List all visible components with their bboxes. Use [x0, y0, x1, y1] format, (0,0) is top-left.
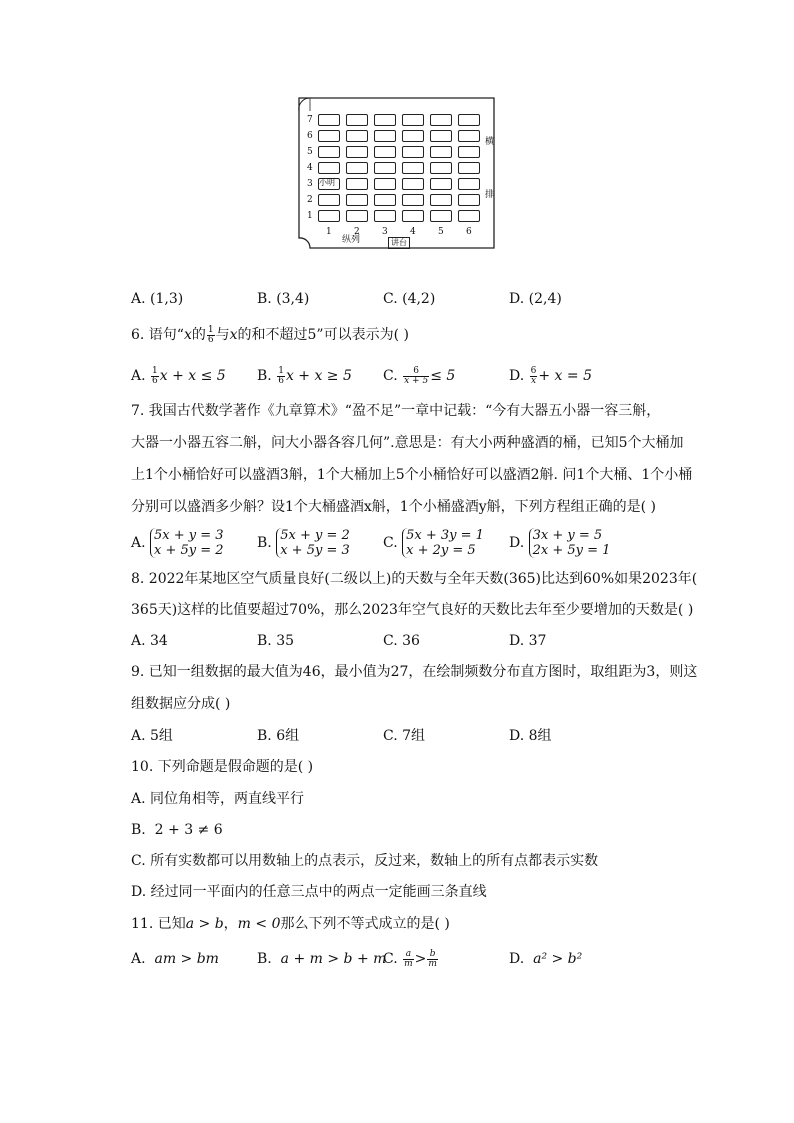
seat	[374, 114, 396, 126]
podium-label: 讲台	[388, 237, 410, 249]
q5-option-b[interactable]: B. (3,4)	[257, 291, 310, 307]
row-label: 3	[307, 179, 313, 189]
seat	[374, 146, 396, 158]
seat	[346, 178, 368, 190]
seat	[458, 130, 480, 142]
seat-xiaoming	[318, 178, 340, 190]
q7-stem-line-2: 大器一小器五容二斛，问大小器各容几何”.意思是：有大小两种盛酒的桶，已知5个大桶加	[131, 435, 684, 451]
q6-stem: 6. 语句“x的 $\frac{1}{6}$ 与x的和不超过5”可以表示为( )	[131, 324, 409, 345]
q11-option-b[interactable]: B. a + m > b + m	[257, 951, 387, 967]
row-label: 6	[307, 131, 313, 141]
seat	[346, 114, 368, 126]
q7-option-c[interactable]: C. 5x + 3y = 1 x + 2y = 5	[383, 528, 484, 558]
q9-option-d[interactable]: D. 8组	[509, 728, 552, 744]
seat	[458, 162, 480, 174]
seat	[458, 178, 480, 190]
q8-stem-line-2: 365天)这样的比值要超过70%，那么2023年空气良好的天数比去年至少要增加的天数是( )	[131, 602, 694, 618]
seat	[402, 210, 424, 222]
column-label: 6	[466, 227, 472, 237]
q10-stem: 10. 下列命题是假命题的是( )	[131, 759, 314, 775]
q5-option-c[interactable]: C. (4,2)	[383, 291, 436, 307]
q5-option-a[interactable]: A. (1,3)	[131, 291, 184, 307]
q6-option-b[interactable]: B. $\frac{1}{6}$ x + x ≥ 5	[257, 365, 352, 386]
q8-option-d[interactable]: D. 37	[509, 633, 547, 649]
seat	[374, 194, 396, 206]
right-label-pai: 排	[485, 190, 495, 200]
q10-option-b[interactable]: B. 2 + 3 ≠ 6	[131, 822, 223, 838]
seat	[318, 194, 340, 206]
column-axis-label: 纵列	[342, 235, 361, 245]
q8-stem-line-1: 8. 2022年某地区空气质量良好(二级以上)的天数与全年天数(365)比达到60%如果2023年(	[131, 571, 698, 587]
seat	[430, 114, 452, 126]
column-label: 2	[354, 227, 360, 237]
seat	[318, 162, 340, 174]
seat	[346, 210, 368, 222]
q11-option-a[interactable]: A. am > bm	[131, 951, 219, 967]
q9-option-a[interactable]: A. 5组	[131, 728, 173, 744]
q10-option-a[interactable]: A. 同位角相等，两直线平行	[131, 791, 305, 807]
seat	[430, 162, 452, 174]
seat	[458, 210, 480, 222]
seat	[430, 130, 452, 142]
q7-stem-line-4: 分别可以盛酒多少斛？设1个大桶盛酒x斛，1个小桶盛酒y斛，下列方程组正确的是( )	[131, 499, 656, 515]
row-label: 7	[307, 115, 313, 125]
row-label: 1	[307, 211, 313, 221]
seat	[430, 210, 452, 222]
q6-option-d[interactable]: D. $\frac{6}{x}$ + x = 5	[509, 365, 592, 386]
seat	[402, 162, 424, 174]
seat	[402, 178, 424, 190]
q7-option-b[interactable]: B. 5x + y = 2 x + 5y = 3	[257, 528, 350, 558]
seat	[318, 130, 340, 142]
q9-stem-line-2: 组数据应分成( )	[131, 696, 231, 712]
seat	[346, 194, 368, 206]
seat	[402, 146, 424, 158]
seat	[374, 210, 396, 222]
seat	[402, 194, 424, 206]
q7-stem-line-3: 上1个小桶恰好可以盛酒3斛，1个大桶加上5个小桶恰好可以盛酒2斛. 问1个大桶、1个小桶	[131, 467, 693, 483]
seat	[458, 146, 480, 158]
q8-option-a[interactable]: A. 34	[131, 633, 168, 649]
q6-option-a[interactable]: A. $\frac{1}{6}$ x + x ≤ 5	[131, 365, 226, 386]
seat	[346, 146, 368, 158]
q6-option-c[interactable]: C. $\frac{6}{x + 5}$ ≤ 5	[383, 365, 456, 386]
seat	[374, 130, 396, 142]
row-label: 2	[307, 195, 313, 205]
q11-stem: 11. 已知a > b，m < 0那么下列不等式成立的是( )	[131, 916, 450, 932]
seat	[402, 114, 424, 126]
seat	[458, 194, 480, 206]
q9-stem-line-1: 9. 已知一组数据的最大值为46，最小值为27，在绘制频数分布直方图时，取组距为3，则这	[131, 664, 698, 680]
q5-option-d[interactable]: D. (2,4)	[509, 291, 562, 307]
seat	[346, 130, 368, 142]
seat	[318, 210, 340, 222]
seat	[402, 130, 424, 142]
seat	[430, 146, 452, 158]
seat	[458, 114, 480, 126]
q10-option-d[interactable]: D. 经过同一平面内的任意三点中的两点一定能画三条直线	[131, 884, 487, 900]
column-label: 3	[382, 227, 388, 237]
q8-option-b[interactable]: B. 35	[257, 633, 295, 649]
row-label: 4	[307, 163, 313, 173]
seat	[430, 194, 452, 206]
seat	[318, 114, 340, 126]
xiaoming-label: 小明	[319, 178, 335, 187]
column-label: 1	[326, 227, 332, 237]
q9-option-c[interactable]: C. 7组	[383, 728, 426, 744]
seat	[346, 162, 368, 174]
q10-option-c[interactable]: C. 所有实数都可以用数轴上的点表示，反过来，数轴上的所有点都表示实数	[131, 853, 599, 869]
q9-option-b[interactable]: B. 6组	[257, 728, 300, 744]
seat	[318, 146, 340, 158]
q8-option-c[interactable]: C. 36	[383, 633, 420, 649]
q7-option-d[interactable]: D. 3x + y = 5 2x + 5y = 1	[509, 528, 611, 558]
q7-stem-line-1: 7. 我国古代数学著作《九章算术》“盈不足”一章中记载：“今有大器五小器一容三斛，	[131, 403, 661, 419]
seat	[430, 178, 452, 190]
column-label: 4	[410, 227, 416, 237]
right-label-heng: 横	[485, 137, 495, 147]
seat	[374, 178, 396, 190]
q11-option-c[interactable]: C. $\frac{a}{m}$ > $\frac{b}{m}$	[383, 948, 437, 969]
row-label: 5	[307, 147, 313, 157]
q11-option-d[interactable]: D. a² > b²	[509, 951, 583, 967]
q7-option-a[interactable]: A. 5x + y = 3 x + 5y = 2	[131, 528, 224, 558]
seat	[374, 162, 396, 174]
column-label: 5	[438, 227, 444, 237]
